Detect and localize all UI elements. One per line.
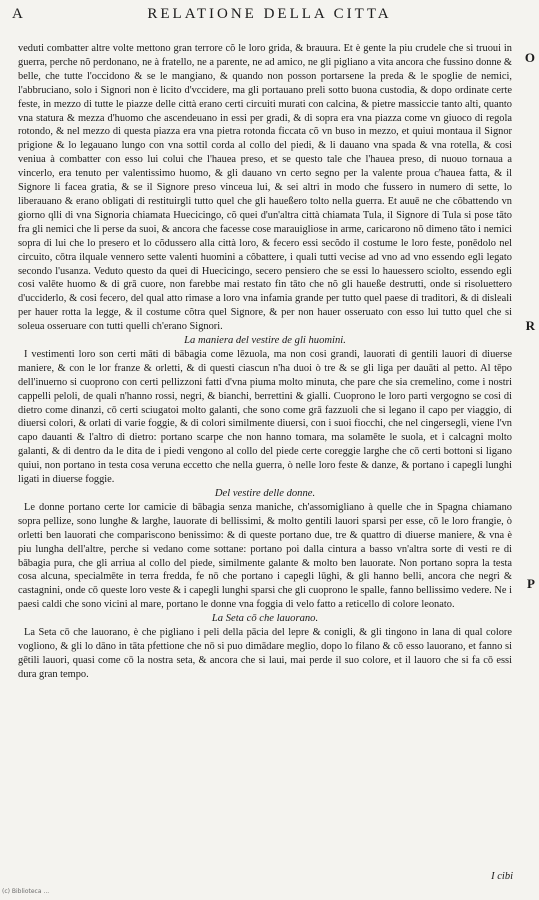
running-head-edge-mark: A xyxy=(12,6,26,22)
paragraph-men-clothing: I vestimenti loro son certi māti di bābagia come lēzuola, ma non cosi grandi, lauorati di gentili lauori di diuerse maniere, & con le lor franze & orletti, & di questi ciascun n'ha duoi ò tre & se gli liga per dauāti al petto. Al tēpo dell'inuerno si cuoprono con certi pellizzoni fatti d'vna piuma molto minuta, che pare che sia cremelino, come i nostri cappelli peloli, de quali n'hanno rossi, negri, & bianchi, berrettini & gialli. Cuoprono le loro parti vergogno se cosi di dietro come dinanzi, cō certi sciugatoi molto galanti, che sono come grā fazzuoli che si legano il capo per viaggio, di diuersi colori, & orlati di varie foggie, & di colori similmente diuersi, con i suoi fiocchi, che nel cingersegli, viene l'vn capo dauanti & l'altro di dietro: portano scarpe che non hanno tomara, ma solamēte le suola, et i calcagni molto galanti, & di dentro da le dita de i piedi vengono al collo del piede certe coreggie larghe che cō certi bottoni si ligano quiui, non portano in testa cosa veruna eccetto che nella guerra, ò nelle loro feste & danze, & portano i capegli lunghi ligati in diuerse foggie. xyxy=(18,348,512,486)
margin-note-top-right: O xyxy=(524,50,535,65)
paragraph-silk: La Seta cō che lauorano, è che pigliano i peli della pācia del lepre & conigli, & gli tingono in lana di qual colore vogliono, & gli lo dāno in tāta pfettione che nō si puo dimādare meglio, dopo lo filano & cō esso lauorano, et fanno si gētili lauori, quasi come cō la nostra seta, & ancora che si laui, mai perde il suo colore, et il lauoro che si fa cō essi dura gran tempo. xyxy=(18,627,512,680)
margin-note-lower-right: P xyxy=(527,576,535,591)
catchword: I cibi xyxy=(491,871,513,882)
body-text xyxy=(18,42,512,682)
paragraph-women-clothing: Le donne portano certe lor camicie di bābagia senza maniche, ch'assomigliano à quelle che in Spagna chiamano sopra pellize, sono lunghe & larghe, lauorate di bellissimi, & molto gentili lauori sparsi per esse, cō le loro frangie, ò orletti ben lauorati che compariscono benissimo: & di queste portano due, tre & quattro di diuerse maniere, & vna è piu lungha dell'altre, perche si vedano come sottane: portano poi dalla cintura a basso vn'altra sorte di vesti re di bābagia pura, che gli arriua al collo del piede, similmente galante & molto ben lauorate. Non portano sopra la testa cosa alcuna, specialmēte in terra fredda, fe nō che portano i capegli lūghi, & gli hanno belli, ancora che negri & castagnini, onde cō queste loro veste & i capegli lunghi sparsi che gli cuoprono le spalle, fanno bellissimo vedere. Ne i paesi caldi che sono vicini al mare, portano le donne vna foggia di velo fatto a reticello di colore leonato. xyxy=(18,501,512,611)
paragraph-warfare: veduti combatter altre volte mettono gran terrore cõ le loro grida, & brauura. Et è gente la piu crudele che si truoui in guerra, perche nõ perdonano, ne à fratello, ne a parente, ne ad amico, ne gli pigliano a vita ancora che fussino donne & belle, che tutte l'occidono & se le mangiano, & quando non posson portarsene la preda & le spoglie de nemici, l'abbruciano, solo i Signori non è licito d'vccidere, ma gli portauano preli sotto buona custodia, & dopo ordinate certe feste, in mezzo di tutte le piazze delle città erano certi circuiti murati con calcina, & pietre massiccie tanto alti, quanto vna statura & mezza d'huomo che ascendeuano in essi per gradi, & di sopra era vna piazza come vn giuoco di regola rotondo, & nel mezzo di questa piazza era vna pietra rotonda ficcata cõ vn buso in mezzo, et quiui montaua il Signor prigione & lo legauano lungo con vna sottil corda al collo del piedi, & li dauano vna spada & vna rotella, & cosi veniua à combatter con esso lui colui che l'hauea preso, et se questo tale che l'hauea preso, di nuouo tornaua a vincerlo, era tenuto per valentissimo huomo, & gli dauano vn certo segno per la valente proua c'hauea fatta, & il Signore li facea gratia, & se il Signore preso vinceua lui, & sei altri in modo che fussero in numero di sette, lo liberauano & erano obligati di restituirgli tutto quel che gli haueßero tolto nella guerra. Et auuē ne che cõbattendo vn giorno qlli di vna Signoria chiamata Huecicingo, cõ quei d'un'altra città chiamata Tula, il Signore di Tula si pose tāto fra gli nemici che li perse da suoi, & ancora che facesse cose marauigliose in arme, caricarono nõ dimeno tāto i nemici sopra di lui che lo presero et lo cõdussero alla città loro, & fecero essi secõdo il costume le loro feste, ponēdolo nel circuito, cōtra ilquale vennero sette valenti huomini a cõbattere, i quali tutti vecise ad vno ad vno essendo egli legato secondo l'usanza. Veduto questo da quei di Huecicingo, secero pensiero che se essi lo hauessero sciolto, essendo egli cosi valēte huomo & di grā cuore, non farebbe mai restato fin tāto che nõ gli haueße destrutti, onde si risoluettero d'ucciderlo, & cosi fecero, del qual atto rimase a loro vna infamia grande per tutto quel paese di traditori, & di disleali per hauer rotta la legge, & il costume cõtra quel Signore, & per non hauer osseruato con esso lui tutto quel che si soleua osseruare con tutti quelli ch'erano Signori. xyxy=(18,43,512,333)
section-heading-silk: La Seta cō che lauorano. xyxy=(211,613,319,625)
section-heading-men-clothing: La maniera del vestire de gli huomini. xyxy=(184,335,346,347)
running-head xyxy=(0,6,539,28)
running-head-title: RELATIONE DELLA CITTA xyxy=(147,6,392,22)
margin-note-mid-right: R xyxy=(525,318,535,333)
section-heading-women-clothing: Del vestire delle donne. xyxy=(214,488,316,499)
library-stamp: (c) Biblioteca ... xyxy=(2,888,50,895)
